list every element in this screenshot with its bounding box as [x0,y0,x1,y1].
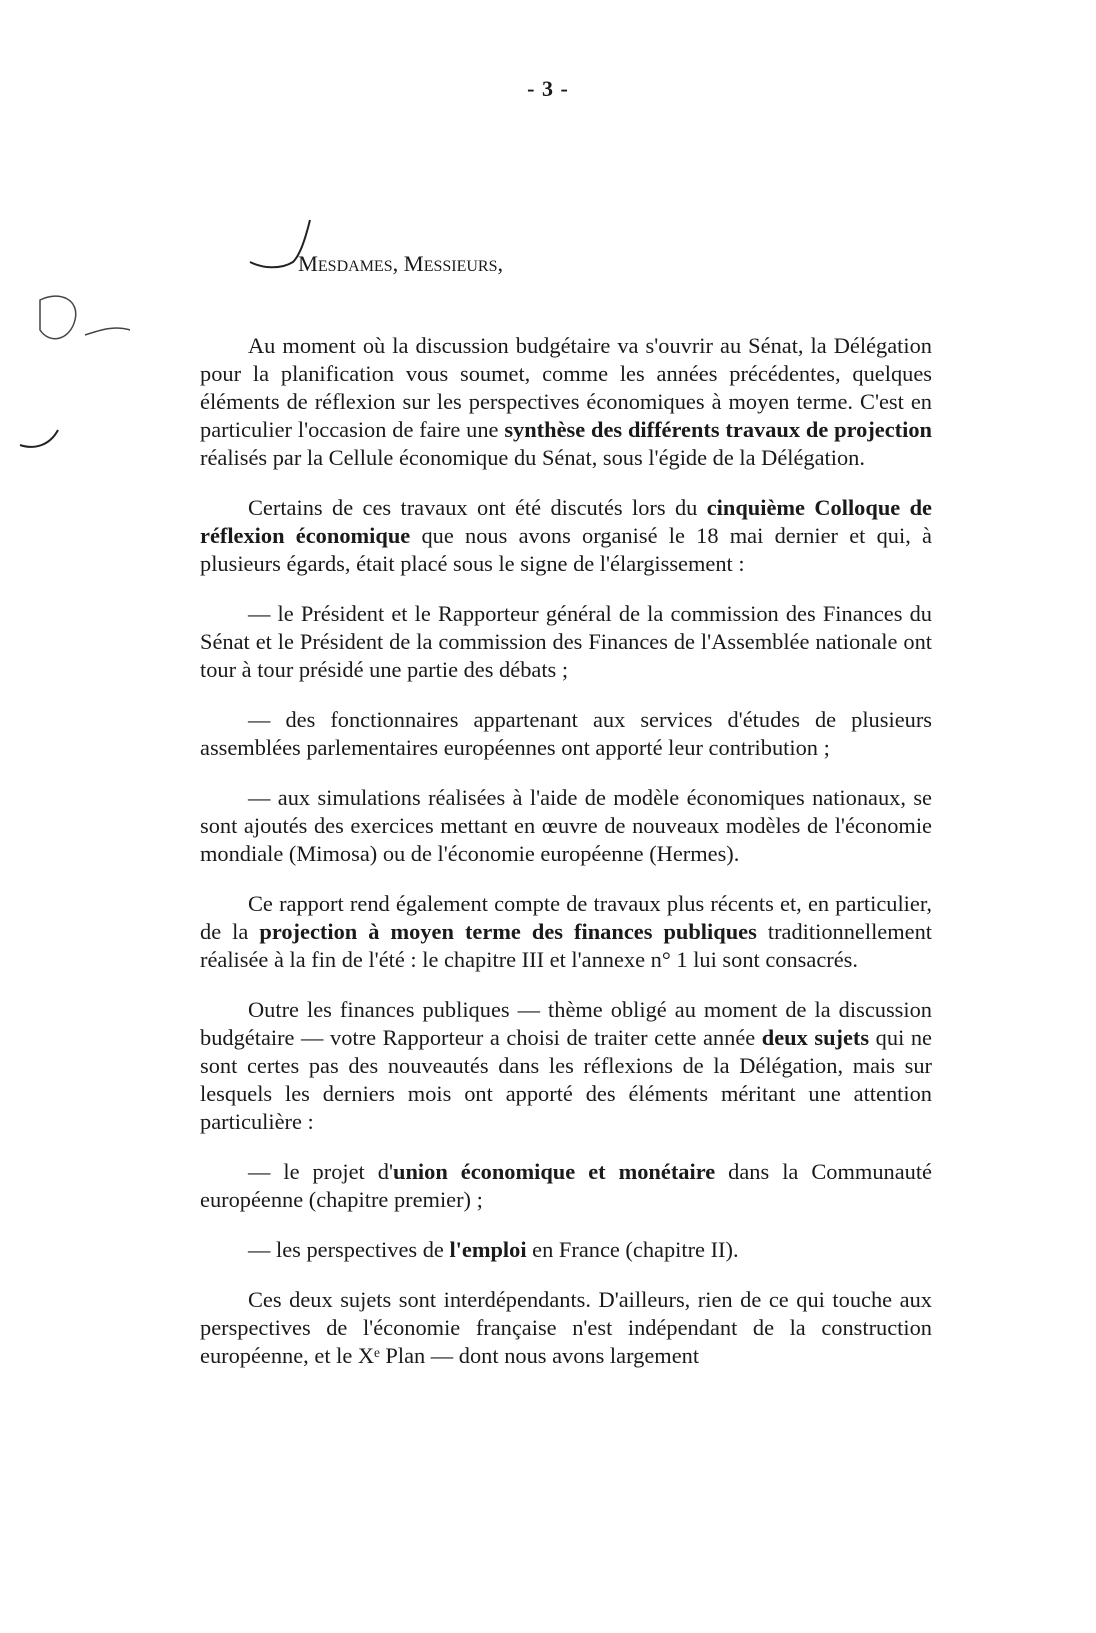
bold-text: synthèse des différents travaux de projection [504,417,932,442]
paragraph [200,600,932,684]
paragraph [200,1236,932,1264]
text-run: — les perspectives de [248,1237,450,1262]
bold-text: deux sujets [761,1025,870,1050]
paragraph [200,890,932,974]
text-run: Ce rapport rend également compte de travaux plus récents et, en particulier, de la [200,891,932,944]
text-run: qui ne sont certes pas des nouveautés dans les réflexions de la Délégation, mais sur lesquels les derniers mois ont apporté des éléments méritant une attention particulière : [200,1025,932,1134]
text-run: Certains de ces travaux ont été discutés lors du [248,495,707,520]
text-run: Au moment où la discussion budgétaire va s'ouvrir au Sénat, la Délégation pour la planification vous soumet, comme les années précédentes, quelques éléments de réflexion sur les perspectives économiques à moyen terme. C'est en particulier l'occasion de faire une [200,333,932,442]
text-run: — le Président et le Rapporteur général de la commission des Finances du Sénat et le Président de la commission des Finances de l'Assemblée nationale ont tour à tour présidé une partie des débats ; [200,601,932,682]
text-run: Outre les finances publiques — thème obligé au moment de la discussion budgétaire — votre Rapporteur a choisi de traiter cette année [200,997,932,1050]
bold-text: union économique et monétaire [393,1159,716,1184]
text-run: — le projet d' [248,1159,393,1184]
paragraph [200,494,932,578]
paragraph-list [200,332,932,1370]
text-run: traditionnellement réalisée à la fin de l'été : le chapitre III et l'annexe n° 1 lui sont consacrés. [200,919,932,972]
text-run: réalisés par la Cellule économique du Sénat, sous l'égide de la Délégation. [200,445,865,470]
bold-text: projection à moyen terme des finances publiques [259,919,757,944]
paragraph [200,1158,932,1214]
text-run: que nous avons organisé le 18 mai dernier et qui, à plusieurs égards, était placé sous le signe de l'élargissement : [200,523,932,576]
paragraph [200,784,932,868]
document-body [200,250,932,1392]
text-run: — des fonctionnaires appartenant aux services d'études de plusieurs assemblées parlementaires européennes ont apporté leur contribution ; [200,707,932,760]
salutation: Mesdames, Messieurs, [298,251,504,276]
paragraph [200,332,932,472]
bold-text: cinquième Colloque de réflexion économique [200,495,932,548]
bold-text: l'emploi [449,1237,527,1262]
text-run: Ces deux sujets sont interdépendants. D'ailleurs, rien de ce qui touche aux perspectives de l'économie française n'est indépendant de la construction européenne, et le Xᵉ Plan — dont nous avons largement [200,1287,932,1368]
page-number: - 3 - [527,76,569,101]
paragraph [200,706,932,762]
text-run: — aux simulations réalisées à l'aide de modèle économiques nationaux, se sont ajoutés des exercices mettant en œuvre de nouveaux modèles de l'économie mondiale (Mimosa) ou de l'économie européenne (Hermes). [200,785,932,866]
text-run: dans la Communauté européenne (chapitre premier) ; [200,1159,932,1212]
paragraph [200,1286,932,1370]
text-run: en France (chapitre II). [526,1237,739,1262]
paragraph [200,996,932,1136]
